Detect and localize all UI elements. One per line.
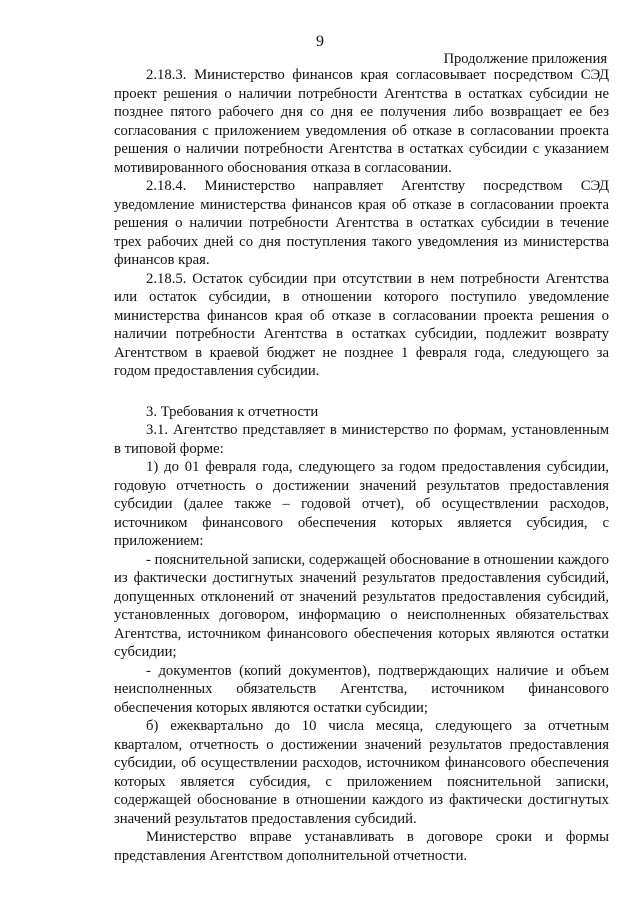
page-number: 9 xyxy=(316,33,324,50)
document-body xyxy=(114,66,609,865)
paragraph-2-18-5: 2.18.5. Остаток субсидии при отсутствии в нем потребности Агентства или остаток субсидии, в отношении которого поступило уведомление министерства финансов края об отказе в согласовании проекта решения о наличии потребности Агентства в остатках субсидии, подлежит возврату Агентством в краевой бюджет не позднее 1 февраля года, следующего за годом предоставления субсидии. xyxy=(114,270,609,379)
list-item-1-explanatory-note: - пояснительной записки, содержащей обоснование в отношении каждого из фактически достигнутых значений результатов предоставления субсидий, допущенных отклонений от значений результатов предоставления субсидий, установленных договором, информацию о неисполненных обязательствах Агентства, источником финансового обеспечения которых являются остатки субсидии; xyxy=(114,551,609,660)
paragraph-3-1: 3.1. Агентство представляет в министерство по формам, установленным в типовой форме: xyxy=(114,422,609,457)
list-item-1: 1) до 01 февраля года, следующего за годом предоставления субсидии, годовую отчетность о достижении значений результатов предоставления субсидии (далее также – годовой отчет), об осуществлении расходов, источником финансового обеспечения которых является субсидия, с приложением: xyxy=(114,459,609,549)
list-item-b: б) ежеквартально до 10 числа месяца, следующего за отчетным кварталом, отчетность о достижении значений результатов предоставления субсидии, об осуществлении расходов, источником финансового обеспечения которых является субсидия, с приложением пояснительной записки, содержащей обоснование в отношении каждого из фактически достигнутых значений результатов предоставления субсидий. xyxy=(114,718,609,827)
paragraph-2-18-3: 2.18.3. Министерство финансов края согласовывает посредством СЭД проект решения о наличии потребности Агентства в остатках субсидии не позднее пятого рабочего дня со дня ее получения либо возвращает ее без согласования с приложением уведомления об отказе в согласовании проекта решения о наличии потребности Агентства в остатках субсидии с указанием мотивированного обоснования отказа в согласовании. xyxy=(114,67,609,176)
running-header: Продолжение приложения xyxy=(443,51,607,67)
list-item-1-documents: - документов (копий документов), подтверждающих наличие и объем неисполненных обязательств Агентства, источником финансового обеспечения которых являются остатки субсидии; xyxy=(114,662,609,716)
section-heading-3: 3. Требования к отчетности xyxy=(146,403,319,420)
paragraph-final: Министерство вправе устанавливать в договоре сроки и формы представления Агентством дополнительной отчетности. xyxy=(114,829,609,864)
paragraph-2-18-4: 2.18.4. Министерство направляет Агентству посредством СЭД уведомление министерства финансов края об отказе в согласовании проекта решения о наличии потребности Агентства в остатках субсидии в течение трех рабочих дней со дня поступления такого уведомления из министерства финансов края. xyxy=(114,178,609,268)
